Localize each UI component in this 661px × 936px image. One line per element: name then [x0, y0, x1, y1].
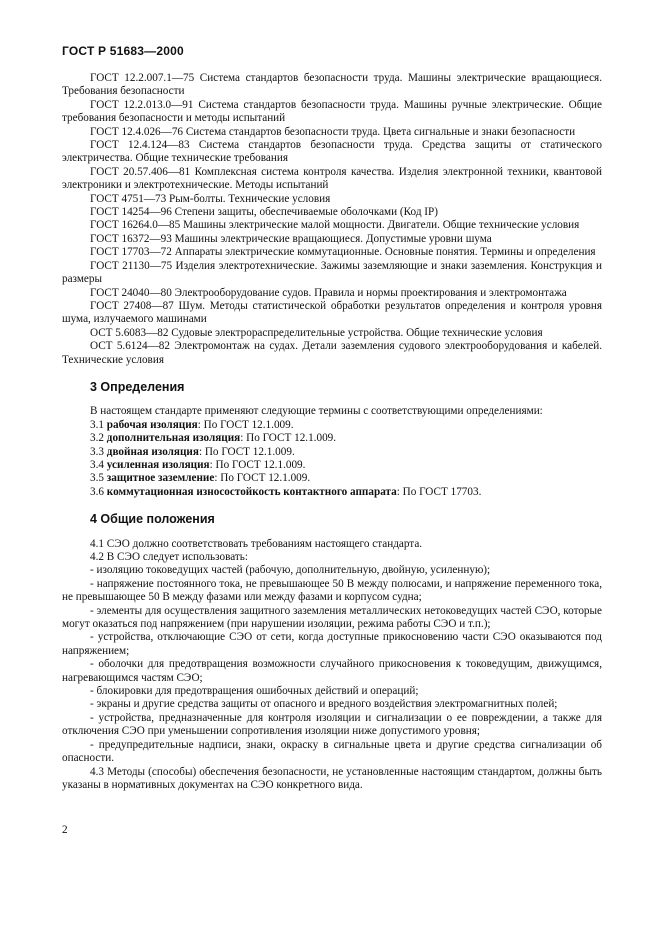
reference-item: ОСТ 5.6083—82 Судовые электрораспределительные устройства. Общие технические условия: [90, 326, 543, 339]
definition-text: : По ГОСТ 12.1.009.: [209, 458, 306, 471]
references-list: [62, 72, 602, 367]
page-number: 2: [62, 824, 68, 836]
definition-number: 3.6: [90, 485, 104, 498]
definition-term: усиленная изоляция: [106, 458, 210, 471]
reference-item: ГОСТ 20.57.406—81 Комплексная система контроля качества. Изделия электронной техники, квантовой электроники и электротехнические. Методы испытаний: [62, 165, 602, 192]
definition-item: [62, 472, 602, 485]
definition-term: рабочая изоляция: [106, 418, 198, 431]
reference-item: ГОСТ 17703—72 Аппараты электрические коммутационные. Основные понятия. Термины и определения: [90, 246, 596, 259]
definition-number: 3.1: [90, 418, 104, 431]
section-4-title: 4 Общие положения: [90, 512, 215, 527]
reference-item: ГОСТ 12.4.124—83 Система стандартов безопасности труда. Средства защиты от статического электричества. Общие технические требования: [62, 139, 602, 165]
definition-term: защитное заземление: [106, 472, 215, 485]
definition-item: [62, 419, 602, 432]
list-item: - устройства, предназначенные для контроля изоляции и сигнализации о ее повреждении, а также для отключения СЭО при уменьшении сопротивления изоляции ниже допустимого уровня;: [62, 711, 602, 738]
section-3-intro: В настоящем стандарте применяют следующие термины с соответствующими определениями:: [90, 405, 543, 418]
reference-item: ГОСТ 4751—73 Рым-болты. Технические условия: [90, 192, 331, 205]
definition-item: [62, 446, 602, 459]
list-item: - оболочки для предотвращения возможности случайного прикосновения к токоведущим, движущимся, нагревающимся частям СЭО;: [62, 658, 602, 684]
reference-item: ГОСТ 12.2.013.0—91 Система стандартов безопасности труда. Машины ручные электрические. Общие требования безопасности и методы испытаний: [62, 98, 602, 125]
list-item: - экраны и другие средства защиты от опасного и вредного воздействия электромагнитных полей;: [90, 698, 558, 711]
list-item: - напряжение постоянного тока, не превышающее 50 В между полюсами, и напряжение переменного тока, не превышающее 50 В между фазами или между фазами и корпусом судна;: [62, 577, 602, 604]
reference-item: ГОСТ 14254—96 Степени защиты, обеспечиваемые оболочками (Код IP): [90, 206, 438, 219]
reference-item: ОСТ 5.6124—82 Электромонтаж на судах. Детали заземления судового электрооборудования и кабелей. Технические условия: [62, 340, 602, 366]
definition-number: 3.3: [90, 445, 104, 458]
definition-term: дополнительная изоляция: [106, 432, 241, 445]
definition-text: : По ГОСТ 12.1.009.: [197, 418, 294, 431]
section-3-title: 3 Определения: [90, 379, 185, 394]
definition-text: : По ГОСТ 12.1.009.: [240, 432, 337, 445]
definition-item: [62, 486, 602, 499]
document-header: ГОСТ Р 51683—2000: [62, 44, 184, 58]
reference-item: ГОСТ 16372—93 Машины электрические вращающиеся. Допустимые уровни шума: [90, 232, 492, 245]
document-body: [62, 72, 602, 792]
reference-item: ГОСТ 21130—75 Изделия электротехнические. Зажимы заземляющие и знаки заземления. Конструкция и размеры: [62, 259, 602, 286]
list-item: - блокировки для предотвращения ошибочных действий и операций;: [90, 685, 419, 698]
clause-4-3: 4.3 Методы (способы) обеспечения безопасности, не установленные настоящим стандартом, должны быть указаны в нормативных документах на СЭО конкретного вида.: [62, 765, 602, 791]
list-item: - изоляцию токоведущих частей (рабочую, дополнительную, двойную, усиленную);: [90, 564, 491, 577]
reference-item: ГОСТ 27408—87 Шум. Методы статистической обработки результатов определения и контроля уровня шума, излучаемого машинами: [62, 299, 602, 326]
definition-number: 3.2: [90, 432, 104, 445]
reference-item: ГОСТ 12.2.007.1—75 Система стандартов безопасности труда. Машины электрические вращающиеся. Требования безопасности: [62, 72, 602, 98]
definition-text: : По ГОСТ 12.1.009.: [198, 445, 295, 458]
definition-term: коммутационная износостойкость контактного аппарата: [106, 485, 397, 498]
definition-text: : По ГОСТ 12.1.009.: [214, 472, 311, 485]
clause-4-1: 4.1 СЭО должно соответствовать требованиям настоящего стандарта.: [90, 537, 423, 550]
definition-number: 3.4: [90, 458, 104, 471]
clause-4-2: 4.2 В СЭО следует использовать:: [90, 551, 248, 563]
list-item: - предупредительные надписи, знаки, окраску в сигнальные цвета и другие средства сигнализации об опасности.: [62, 738, 602, 765]
definition-number: 3.5: [90, 472, 104, 485]
reference-item: ГОСТ 16264.0—85 Машины электрические малой мощности. Двигатели. Общие технические условия: [90, 219, 580, 232]
definition-item: [62, 432, 602, 445]
reference-item: ГОСТ 24040—80 Электрооборудование судов. Правила и нормы проектирования и электромонтажа: [90, 286, 567, 299]
reference-item: ГОСТ 12.4.026—76 Система стандартов безопасности труда. Цвета сигнальные и знаки безопасности: [90, 125, 576, 138]
definition-text: : По ГОСТ 17703.: [396, 485, 482, 498]
list-item: - элементы для осуществления защитного заземления металлических нетоковедущих частей СЭО, которые могут оказаться под напряжением (при нарушении изоляции, режима работы СЭО и т.п.);: [62, 604, 602, 631]
definition-term: двойная изоляция: [106, 445, 199, 458]
list-item: - устройства, отключающие СЭО от сети, когда доступные прикосновению части СЭО оказываются под напряжением;: [62, 631, 602, 657]
definition-item: [62, 459, 602, 472]
